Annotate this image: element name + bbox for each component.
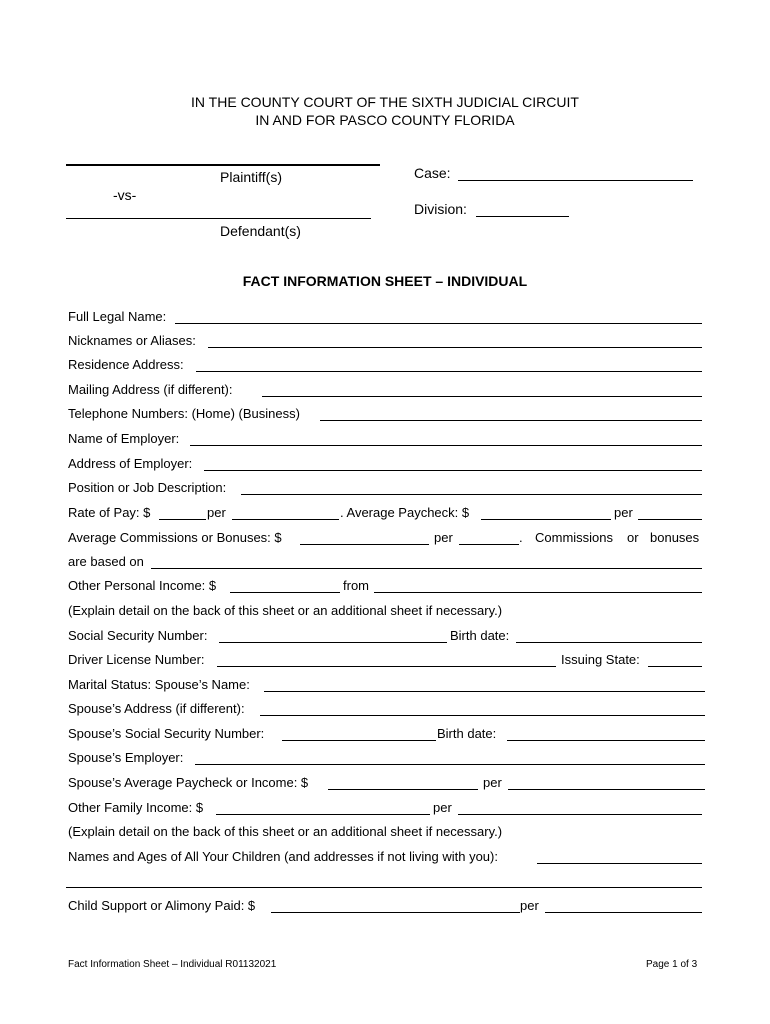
rate-per-label: per: [207, 505, 226, 520]
spouse-ssn-field[interactable]: [282, 740, 436, 741]
commissions-word: Commissions: [535, 530, 614, 545]
marital-label: Marital Status: Spouse’s Name:: [68, 677, 250, 692]
children-label: Names and Ages of All Your Children (and addresses if not living with you):: [68, 849, 498, 864]
court-header-line2: IN AND FOR PASCO COUNTY FLORIDA: [255, 112, 515, 128]
avg-commissions-field[interactable]: [300, 544, 429, 545]
spouse-per-label: per: [483, 775, 502, 790]
from-field[interactable]: [374, 592, 702, 593]
vs-label: -vs-: [113, 187, 137, 203]
case-label: Case:: [414, 165, 451, 181]
mailing-field[interactable]: [262, 396, 702, 397]
rate-of-pay-field[interactable]: [159, 519, 206, 520]
birth-date-field[interactable]: [516, 642, 702, 643]
case-field[interactable]: [458, 180, 693, 181]
employer-label: Name of Employer:: [68, 431, 180, 446]
spouse-employer-label: Spouse’s Employer:: [68, 750, 184, 765]
residence-field[interactable]: [196, 371, 702, 372]
employer-field[interactable]: [190, 445, 702, 446]
spouse-birth-field[interactable]: [507, 740, 705, 741]
family-per-field[interactable]: [458, 814, 702, 815]
birth-date-label: Birth date:: [450, 628, 510, 643]
children-field[interactable]: [537, 863, 702, 864]
ssn-label: Social Security Number:: [68, 628, 208, 643]
are-based-on-field[interactable]: [151, 568, 702, 569]
explain-note-1: (Explain detail on the back of this sheet or an additional sheet if necessary.): [68, 603, 503, 618]
spouse-paycheck-field[interactable]: [328, 789, 478, 790]
paycheck-per-field[interactable]: [638, 519, 702, 520]
or-word: or: [627, 530, 639, 545]
spouse-birth-label: Birth date:: [437, 726, 497, 741]
plaintiff-line[interactable]: [66, 164, 380, 166]
full-legal-name-label: Full Legal Name:: [68, 309, 167, 324]
commissions-per-label: per: [434, 530, 453, 545]
issuing-state-field[interactable]: [648, 666, 702, 667]
child-support-field[interactable]: [271, 912, 520, 913]
child-support-label: Child Support or Alimony Paid: $: [68, 898, 256, 913]
ssn-field[interactable]: [219, 642, 447, 643]
spouse-address-field[interactable]: [260, 715, 705, 716]
plaintiff-label: Plaintiff(s): [220, 169, 282, 185]
nicknames-field[interactable]: [208, 347, 702, 348]
defendant-label: Defendant(s): [220, 223, 301, 239]
position-field[interactable]: [241, 494, 702, 495]
other-family-label: Other Family Income: $: [68, 800, 204, 815]
division-field[interactable]: [476, 216, 569, 217]
residence-label: Residence Address:: [68, 357, 184, 372]
spouse-per-field[interactable]: [508, 789, 705, 790]
mailing-label: Mailing Address (if different):: [68, 382, 233, 397]
from-label: from: [343, 578, 369, 593]
other-income-field[interactable]: [230, 592, 340, 593]
bonuses-word: bonuses: [650, 530, 700, 545]
child-support-per-field[interactable]: [545, 912, 702, 913]
spouse-ssn-label: Spouse’s Social Security Number:: [68, 726, 265, 741]
driver-license-field[interactable]: [217, 666, 556, 667]
issuing-state-label: Issuing State:: [561, 652, 640, 667]
form-title: FACT INFORMATION SHEET – INDIVIDUAL: [242, 273, 528, 289]
spouse-address-label: Spouse’s Address (if different):: [68, 701, 245, 716]
nicknames-label: Nicknames or Aliases:: [68, 333, 196, 348]
footer-form-id: Fact Information Sheet – Individual R01132021: [68, 959, 277, 970]
explain-note-2: (Explain detail on the back of this sheet or an additional sheet if necessary.): [68, 824, 503, 839]
commissions-period: .: [519, 530, 523, 545]
rate-of-pay-label: Rate of Pay: $: [68, 505, 151, 520]
other-income-label: Other Personal Income: $: [68, 578, 217, 593]
spouse-employer-field[interactable]: [195, 764, 705, 765]
other-family-field[interactable]: [216, 814, 430, 815]
spouse-name-field[interactable]: [264, 691, 705, 692]
telephone-label: Telephone Numbers: (Home) (Business): [68, 406, 300, 421]
full-legal-name-field[interactable]: [175, 323, 702, 324]
defendant-line[interactable]: [66, 218, 371, 219]
division-label: Division:: [414, 201, 467, 217]
driver-license-label: Driver License Number:: [68, 652, 205, 667]
footer-page-number: Page 1 of 3: [646, 959, 698, 970]
are-based-on-label: are based on: [68, 554, 144, 569]
family-per-label: per: [433, 800, 452, 815]
court-header-line1: IN THE COUNTY COURT OF THE SIXTH JUDICIAL CIRCUIT: [191, 94, 579, 110]
position-label: Position or Job Description:: [68, 480, 227, 495]
avg-paycheck-field[interactable]: [481, 519, 611, 520]
rate-per-field[interactable]: [232, 519, 339, 520]
spouse-paycheck-label: Spouse’s Average Paycheck or Income: $: [68, 775, 309, 790]
child-support-per-label: per: [520, 898, 539, 913]
employer-address-label: Address of Employer:: [68, 456, 193, 471]
telephone-field[interactable]: [320, 420, 702, 421]
employer-address-field[interactable]: [204, 470, 702, 471]
avg-paycheck-label: . Average Paycheck: $: [340, 505, 470, 520]
children-field-line2[interactable]: [66, 887, 702, 888]
paycheck-per-label: per: [614, 505, 633, 520]
commissions-per-field[interactable]: [459, 544, 519, 545]
avg-commissions-label: Average Commissions or Bonuses: $: [68, 530, 282, 545]
